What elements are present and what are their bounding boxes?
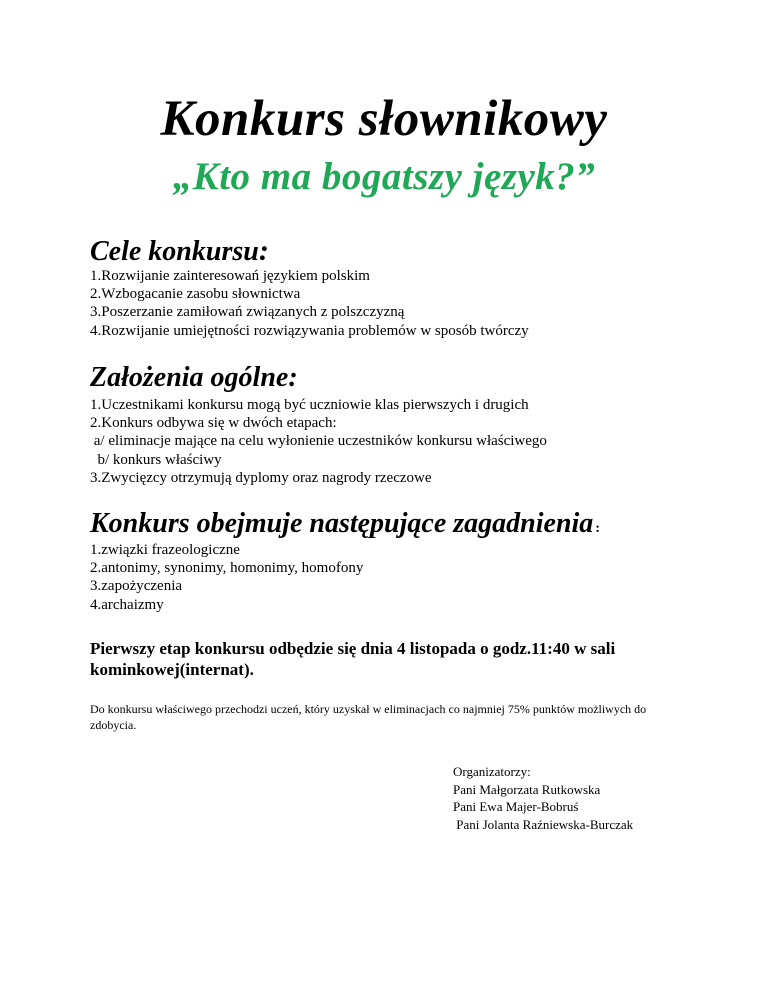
list-item: 4.archaizmy	[90, 596, 164, 613]
list-item: 1.Uczestnikami konkursu mogą być uczniowie klas pierwszych i drugich	[90, 397, 529, 413]
section-heading-cele-text: Cele konkursu	[90, 236, 259, 267]
section-heading-zagadnienia-colon: :	[595, 521, 600, 536]
section-heading-zagadnienia-text: Konkurs obejmuje następujące zagadnienia	[90, 508, 594, 539]
announcement: Pierwszy etap konkursu odbędzie się dnia 4 listopada o godz.11:40 w sali kominkowej(internat).	[90, 639, 616, 679]
list-item: a/ eliminacje mające na celu wyłonienie uczestników konkursu właściwego	[90, 433, 547, 450]
section-heading-zagadnienia	[90, 508, 600, 540]
list-item: 1.związki frazeologiczne	[90, 542, 240, 558]
list-item: 3.Zwycięzcy otrzymują dyplomy oraz nagrody rzeczowe	[90, 469, 432, 486]
page-subtitle: „Kto ma bogatszy język?”	[172, 155, 596, 198]
organizer-name: Pani Ewa Majer-Bobruś	[453, 799, 579, 814]
section-heading-zalozenia: Założenia ogólne:	[90, 362, 298, 393]
section-heading-cele	[90, 234, 269, 268]
organizers-block	[453, 763, 633, 833]
section-heading-cele-colon: :	[258, 234, 269, 267]
qualification-note: Do konkursu właściwego przechodzi uczeń, który uzyskał w eliminacjach co najmniej 75% punktów możliwych do zdobycia.	[90, 702, 647, 732]
page-title: Konkurs słownikowy	[160, 91, 608, 147]
list-item: 2.Konkurs odbywa się w dwóch etapach:	[90, 415, 337, 432]
list-item: 1.Rozwijanie zainteresowań językiem polskim	[90, 268, 370, 284]
list-item: 2.antonimy, synonimy, homonimy, homofony	[90, 560, 364, 577]
list-item: 3.Poszerzanie zamiłowań związanych z polszczyzną	[90, 304, 405, 321]
organizers-label: Organizatorzy:	[453, 764, 531, 779]
organizer-name: Pani Jolanta Raźniewska-Burczak	[453, 816, 634, 832]
list-item: b/ konkurs właściwy	[90, 451, 222, 468]
list-zalozenia	[90, 396, 547, 487]
list-cele	[90, 267, 529, 340]
list-item: 3.zapożyczenia	[90, 578, 183, 595]
organizer-name: Pani Małgorzata Rutkowska	[453, 781, 601, 797]
list-item: 2.Wzbogacanie zasobu słownictwa	[90, 286, 301, 303]
list-zagadnienia	[90, 541, 363, 614]
list-item: 4.Rozwijanie umiejętności rozwiązywania problemów w sposób twórczy	[90, 322, 529, 339]
